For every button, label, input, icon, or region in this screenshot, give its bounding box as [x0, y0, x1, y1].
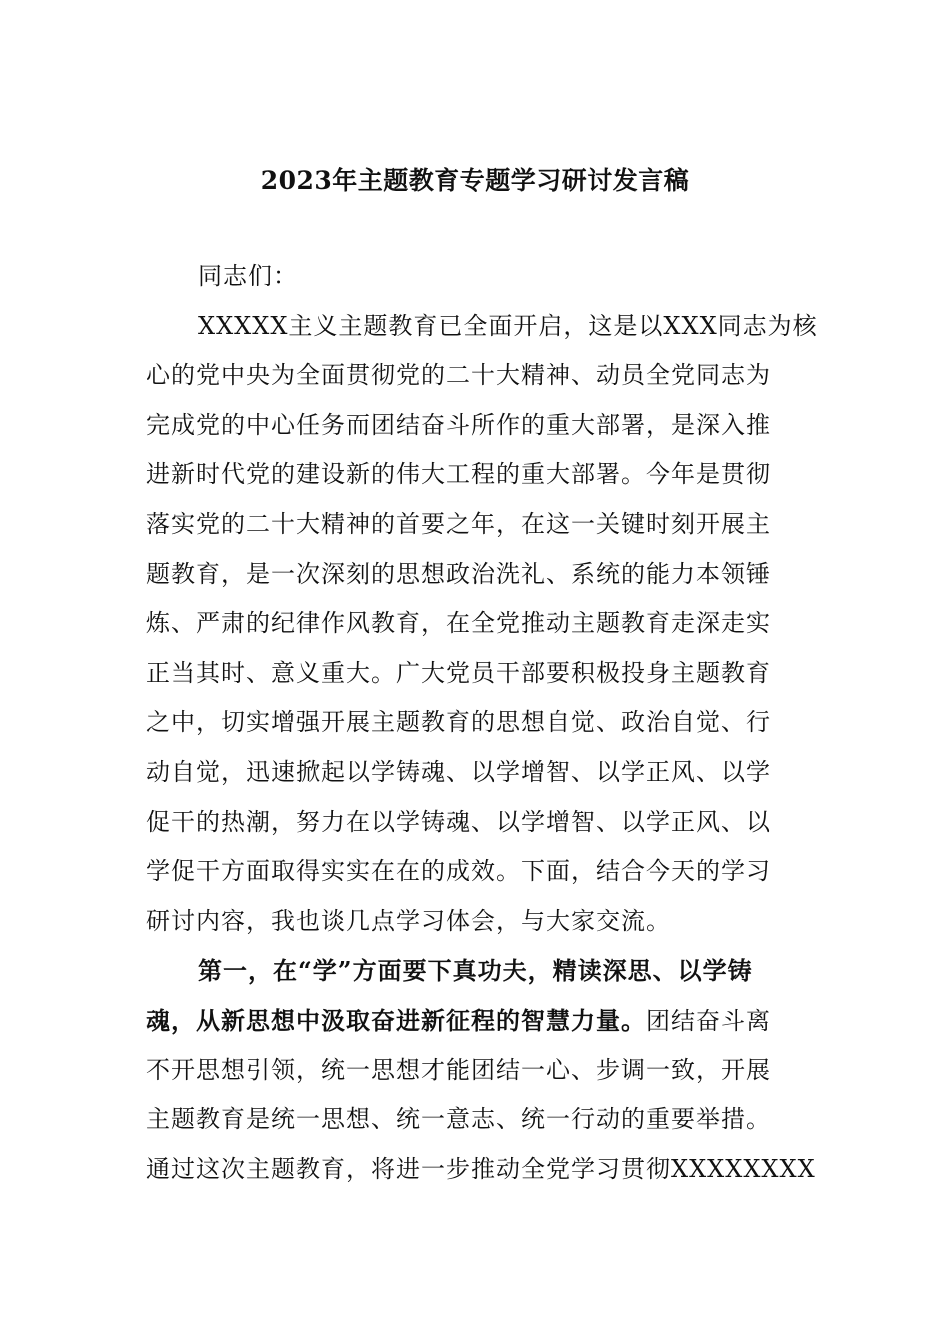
- paragraph-1-line: 进新时代党的建设新的伟大工程的重大部署。今年是贯彻: [146, 460, 771, 489]
- paragraph-1-line: 心的党中央为全面贯彻党的二十大精神、动员全党同志为: [146, 361, 771, 390]
- paragraph-1-line: 题教育，是一次深刻的思想政治洗礼、系统的能力本领锤: [146, 559, 771, 588]
- paragraph-1-line: 完成党的中心任务而团结奋斗所作的重大部署，是深入推: [146, 410, 771, 439]
- paragraph-1-line: 研讨内容，我也谈几点学习体会，与大家交流。: [146, 906, 671, 935]
- paragraph-1-line: 学促干方面取得实实在在的成效。下面，结合今天的学习: [146, 857, 771, 886]
- paragraph-2-mixed-line: [146, 996, 810, 1046]
- paragraph-2-heading-end: 魂，从新思想中汲取奋进新征程的智慧力量。: [146, 1005, 646, 1035]
- paragraph-1-line: 落实党的二十大精神的首要之年，在这一关键时刻开展主: [146, 509, 771, 538]
- paragraph-1-line: 动自觉，迅速掀起以学铸魂、以学增智、以学正风、以学: [146, 757, 771, 786]
- paragraph-1-line: XXXXX主义主题教育已全面开启，这是以XXX同志为核: [198, 311, 818, 340]
- paragraph-2-line: 主题教育是统一思想、统一意志、统一行动的重要举措。: [146, 1105, 771, 1134]
- paragraph-2-line: 通过这次主题教育，将进一步推动全党学习贯彻XXXXXXXX: [146, 1154, 816, 1183]
- paragraph-1-line: 正当其时、意义重大。广大党员干部要积极投身主题教育: [146, 658, 771, 687]
- paragraph-2-text-start: 团结奋斗离: [646, 1006, 771, 1035]
- paragraph-1-line: 之中，切实增强开展主题教育的思想自觉、政治自觉、行: [146, 708, 771, 737]
- paragraph-1-line: 促干的热潮，努力在以学铸魂、以学增智、以学正风、以: [146, 807, 771, 836]
- paragraph-1-line: 炼、严肃的纪律作风教育，在全党推动主题教育走深走实: [146, 609, 771, 638]
- paragraph-2-line: 不开思想引领，统一思想才能团结一心、步调一致，开展: [146, 1055, 771, 1084]
- document-body: [146, 252, 818, 1194]
- document-title: 2023年主题教育专题学习研讨发言稿: [260, 166, 690, 195]
- salutation: 同志们：: [198, 262, 298, 290]
- paragraph-2-heading-line: 第一，在“学”方面要下真功夫，精读深思、以学铸: [198, 956, 753, 986]
